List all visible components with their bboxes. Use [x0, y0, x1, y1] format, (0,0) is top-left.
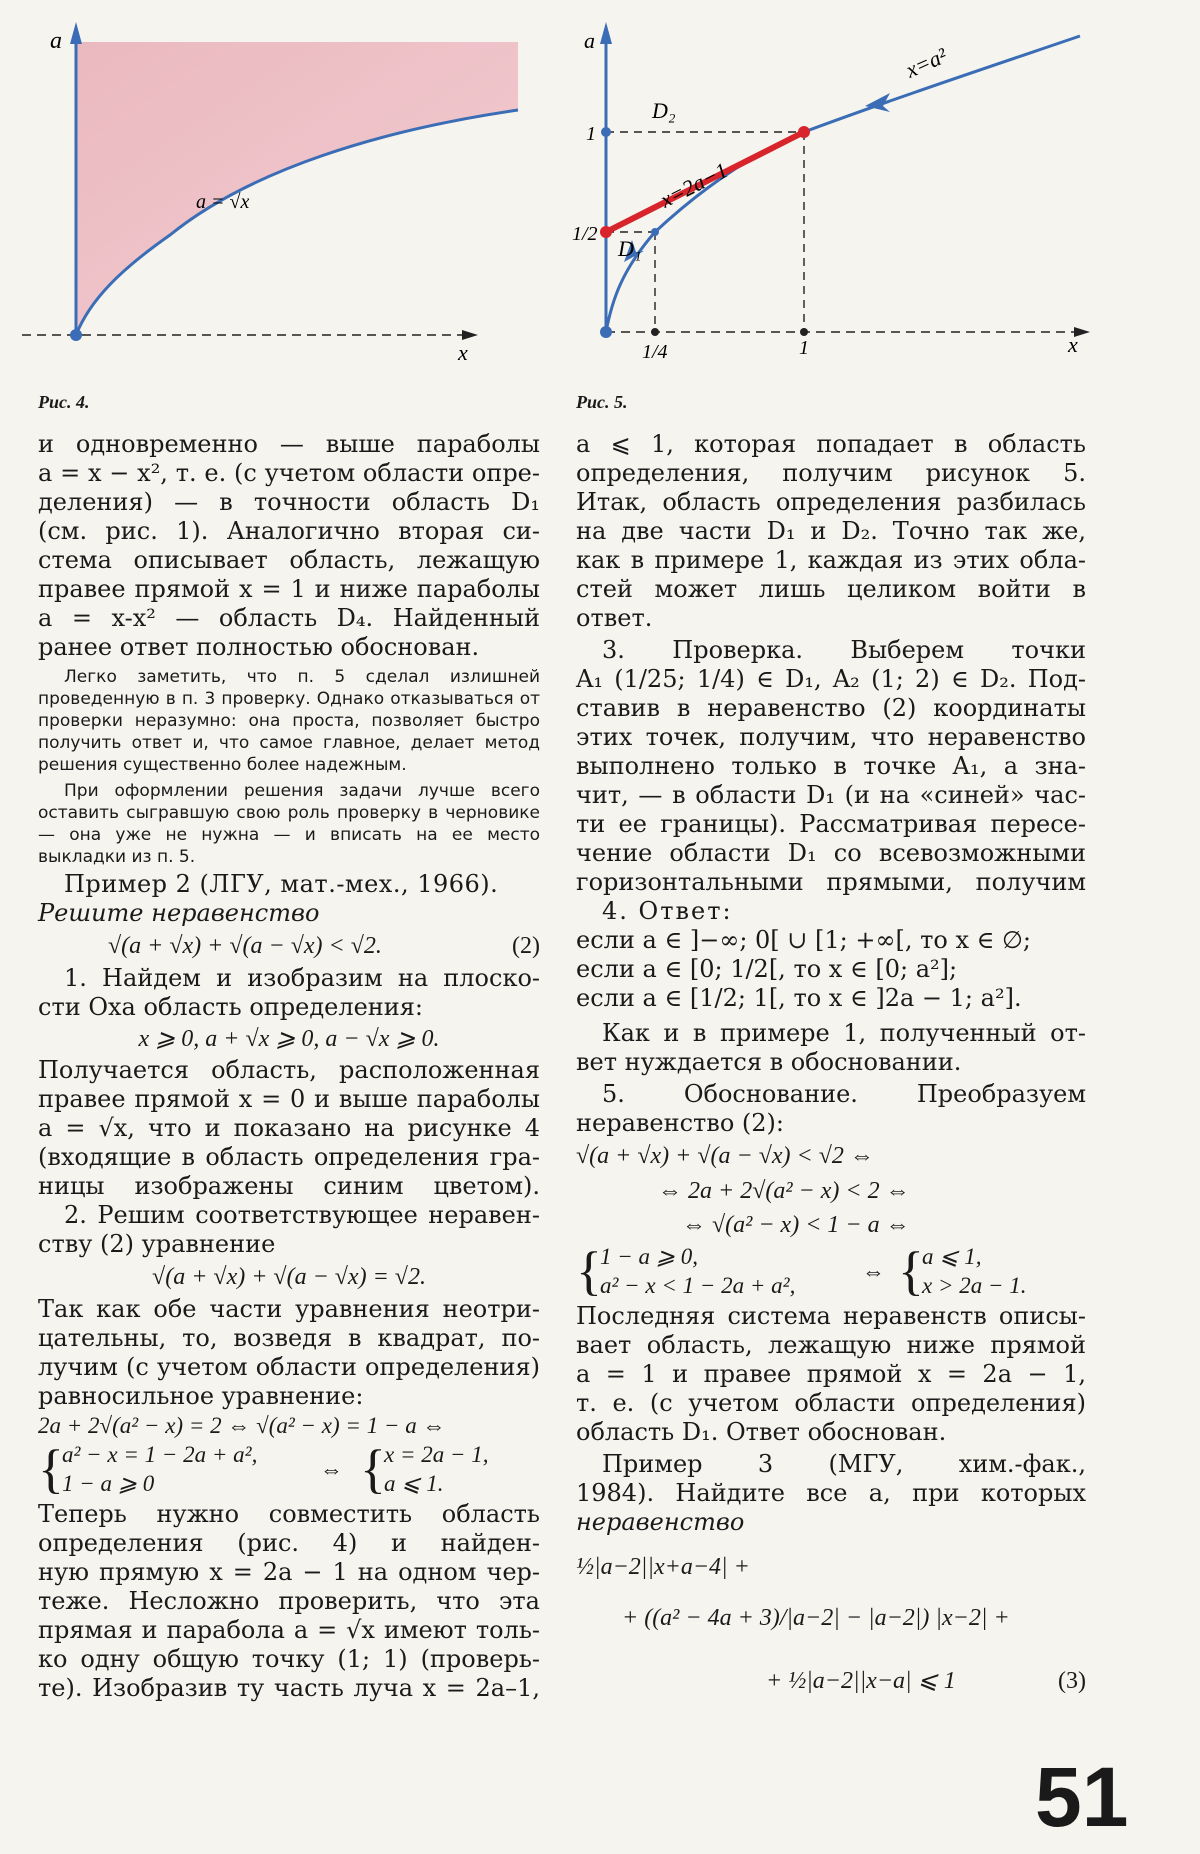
right-line: этих точек, получим, что неравенство: [576, 723, 1086, 751]
left-line: равносильное уравнение:: [38, 1382, 364, 1410]
left-line: правее прямой x = 1 и ниже параболы: [38, 575, 540, 603]
fig5-tick-x1: 1: [799, 337, 809, 359]
note-paragraph: При оформлении решения задачи лучше всего оставить сыгравшую свою роль проверку в черновике — она уже не нужна — и вписать на ее место выкладки из п. 5.: [38, 781, 540, 867]
left-line: деления) — в точности область D₁: [38, 488, 540, 516]
left-line: те). Изобразив ту часть луча x = 2a–1,: [38, 1674, 540, 1702]
right-line: на две части D₁ и D₂. Точно так же,: [576, 517, 1086, 545]
left-line: a = x-x² — область D₄. Найденный: [38, 604, 540, 632]
right-line: вет нуждается в обосновании.: [576, 1048, 962, 1076]
fig4-caption: Рис. 4.: [38, 392, 90, 412]
right-line: область D₁. Ответ обоснован.: [576, 1418, 947, 1446]
a-axis-arrow: [70, 22, 82, 44]
fig5-caption: Рис. 5.: [576, 392, 628, 412]
example-2-task: Решите неравенство: [38, 899, 320, 927]
system-block: [38, 1440, 540, 1500]
left-line: определения (рис. 4) и найден-: [38, 1529, 540, 1557]
fig4-label-x: x: [458, 340, 468, 365]
note-paragraph: Легко заметить, что п. 5 сделал излишней проведенную в п. 3 проверку. Однако отказываться от проверки неразумно: она проста, позволяет быстро получить ответ и, что самое главное, делает метод решения существенно более надежным.: [38, 667, 540, 775]
step-2: 2. Решим соответствующее неравен-: [64, 1201, 540, 1229]
example-3-heading: Пример 3 (МГУ, хим.-фак.,: [602, 1450, 1086, 1478]
inequality-3-line-2: + ((a² − 4a + 3)/|a−2| − |a−2|) |x−2| +: [622, 1605, 1010, 1631]
system-2-line-1: x = 2a − 1,: [384, 1442, 489, 1467]
left-line: Получается область, расположенная: [38, 1056, 540, 1084]
answer-heading: 4. Ответ:: [602, 897, 733, 925]
right-line: неравенство (2):: [576, 1109, 784, 1137]
step-3: 3. Проверка. Выберем точки: [602, 636, 1086, 664]
right-line: чит, — в области D₁ (и на «синей» час-: [576, 781, 1086, 809]
right-column: [576, 430, 1086, 1701]
left-line: прямая и парабола a = √x имеют толь-: [38, 1616, 540, 1644]
point-a-1: [601, 127, 611, 137]
left-brace: {: [38, 1439, 64, 1499]
system-4-line-1: a ⩽ 1,: [922, 1244, 982, 1269]
inequality-3-number: (3): [1058, 1668, 1086, 1694]
left-line: Теперь нужно совместить область: [38, 1500, 540, 1528]
example-3-task: неравенство: [576, 1508, 745, 1536]
fig5-label-a: a: [584, 28, 595, 53]
fig4-curve-label: a = √x: [196, 191, 250, 213]
answer-line: если a ∈ [1/2; 1[, то x ∈ ]2a − 1; a²].: [576, 984, 1022, 1012]
point-quarter-half: [651, 228, 659, 236]
domain-formula: x ⩾ 0, a + √x ⩾ 0, a − √x ⩾ 0.: [138, 1026, 440, 1052]
right-line: Последняя система неравенств описы-: [576, 1302, 1086, 1330]
inequality-2-expr: √(a + √x) + √(a − √x) < √2.: [108, 933, 382, 959]
point-1-1: [798, 126, 810, 138]
left-brace: {: [898, 1241, 924, 1301]
point-0-half: [600, 226, 612, 238]
left-line: стема описывает область, лежащую: [38, 546, 540, 574]
system-2-line-2: a ⩽ 1.: [384, 1471, 444, 1496]
step-2-cont: ству (2) уравнение: [38, 1230, 276, 1258]
left-line: (входящие в область определения гра-: [38, 1143, 540, 1171]
system-block: [576, 1242, 1086, 1302]
page-number: 51: [1035, 1750, 1129, 1844]
fig4-label-a: a: [50, 28, 62, 54]
fig5-curve-label: x=a²: [901, 42, 951, 83]
fig5-region-d2: D₂: [652, 98, 676, 123]
left-line: ко одну общую точку (1; 1) (проверь-: [38, 1645, 540, 1673]
transform-2: ⇔ 2a + 2√(a² − x) < 2 ⇔: [658, 1178, 910, 1204]
equivalence: ⇔: [320, 1457, 343, 1482]
example-2-heading: Пример 2 (ЛГУ, мат.-мех., 1966).: [64, 870, 499, 898]
point-x-1: [800, 328, 808, 336]
fig5-line-label: x=2a−1: [655, 157, 732, 213]
origin-point: [70, 329, 82, 341]
left-line: Так как обе части уравнения неотри-: [38, 1295, 540, 1323]
right-line: вает область, лежащую ниже прямой: [576, 1331, 1086, 1359]
step-1: 1. Найдем и изобразим на плоско-: [64, 964, 540, 992]
left-line: ницы изображены синим цветом).: [38, 1172, 540, 1200]
right-line: определения, получим рисунок 5.: [576, 459, 1086, 487]
fig5-tick-half: 1/2: [572, 223, 598, 245]
system-1-line-1: a² − x = 1 − 2a + a²,: [62, 1442, 258, 1467]
system-3-line-2: a² − x < 1 − 2a + a²,: [600, 1273, 796, 1298]
right-line: ответ.: [576, 604, 653, 632]
left-brace: {: [360, 1439, 386, 1499]
left-line: лучим (с учетом области определения): [38, 1353, 540, 1381]
system-1-line-2: 1 − a ⩾ 0: [62, 1471, 155, 1496]
inequality-2: [38, 928, 540, 964]
inequality-3-line-3: [576, 1667, 1086, 1701]
fig5-region-d1: D₁: [618, 236, 642, 261]
left-column: [38, 430, 540, 1703]
right-line: Итак, область определения разбилась: [576, 488, 1086, 516]
right-line: выполнено только в точке A₁, а зна-: [576, 752, 1086, 780]
right-line: ти ее границы). Рассматривая пересе-: [576, 810, 1086, 838]
figure-4: [0, 0, 560, 420]
inequality-3-line-1: ½|a−2||x+a−4| +: [576, 1554, 750, 1580]
right-line: чение области D₁ со всевозможными: [576, 839, 1086, 867]
right-line: горизонтальными прямыми, получим: [576, 868, 1086, 896]
transform-1: √(a + √x) + √(a − √x) < √2 ⇔: [576, 1143, 874, 1169]
equation-2: √(a + √x) + √(a − √x) = √2.: [152, 1264, 426, 1290]
equivalence: ⇔: [862, 1259, 885, 1284]
right-line: ставив в неравенство (2) координаты: [576, 694, 1086, 722]
system-4-line-2: x > 2a − 1.: [922, 1273, 1027, 1298]
fig5-tick-quarter: 1/4: [642, 341, 668, 363]
a-axis-arrow: [600, 22, 612, 44]
right-line: A₁ (1/25; 1/4) ∈ D₁, A₂ (1; 2) ∈ D₂. Под-: [576, 665, 1086, 693]
left-line: ранее ответ полностью обоснован.: [38, 633, 480, 661]
left-line: a = x − x², т. е. (с учетом области опре-: [38, 459, 540, 487]
left-line: правее прямой x = 0 и выше параболы: [38, 1085, 540, 1113]
figure-5: [560, 0, 1200, 420]
point-x-quarter: [651, 328, 659, 336]
answer-line: если a ∈ [0; 1/2[, то x ∈ [0; a²];: [576, 955, 958, 983]
step-5: 5. Обоснование. Преобразуем: [602, 1080, 1086, 1108]
left-line: цательны, то, возведя в квадрат, по-: [38, 1324, 540, 1352]
fig5-label-x: x: [1068, 332, 1078, 357]
domain-region: [76, 42, 518, 335]
left-line: ную прямую x = 2a − 1 на одном чер-: [38, 1558, 540, 1586]
equation-chain: 2a + 2√(a² − x) = 2 ⇔ √(a² − x) = 1 − a ⇔: [38, 1413, 446, 1438]
transform-3: ⇔ √(a² − x) < 1 − a ⇔: [682, 1212, 910, 1238]
example-3-heading-cont: 1984). Найдите все a, при которых: [576, 1479, 1086, 1507]
step-1-cont: сти Oxa область определения:: [38, 993, 424, 1021]
right-line: как в примере 1, каждая из этих обла-: [576, 546, 1086, 574]
system-3-line-1: 1 − a ⩾ 0,: [600, 1244, 699, 1269]
right-line: Как и в примере 1, полученный от-: [602, 1019, 1086, 1047]
inequality-2-number: (2): [512, 933, 540, 959]
x-axis-arrow: [462, 330, 478, 340]
right-line: a ⩽ 1, которая попадает в область: [576, 430, 1086, 458]
left-line: a = √x, что и показано на рисунке 4: [38, 1114, 540, 1142]
left-line: и одновременно — выше параболы: [38, 430, 540, 458]
answer-line: если a ∈ ]−∞; 0[ ∪ [1; +∞[, то x ∈ ∅;: [576, 926, 1032, 954]
right-line: стей может лишь целиком войти в: [576, 575, 1086, 603]
right-line: a = 1 и правее прямой x = 2a − 1,: [576, 1360, 1086, 1388]
fig5-tick-1: 1: [586, 123, 596, 145]
left-brace: {: [576, 1241, 602, 1301]
right-line: т. е. (с учетом области определения): [576, 1389, 1086, 1417]
inequality-3-expr: + ½|a−2||x−a| ⩽ 1: [766, 1668, 956, 1694]
left-line: (см. рис. 1). Аналогично вторая си-: [38, 517, 540, 545]
point-origin: [600, 326, 612, 338]
left-line: теже. Несложно проверить, что эта: [38, 1587, 540, 1615]
